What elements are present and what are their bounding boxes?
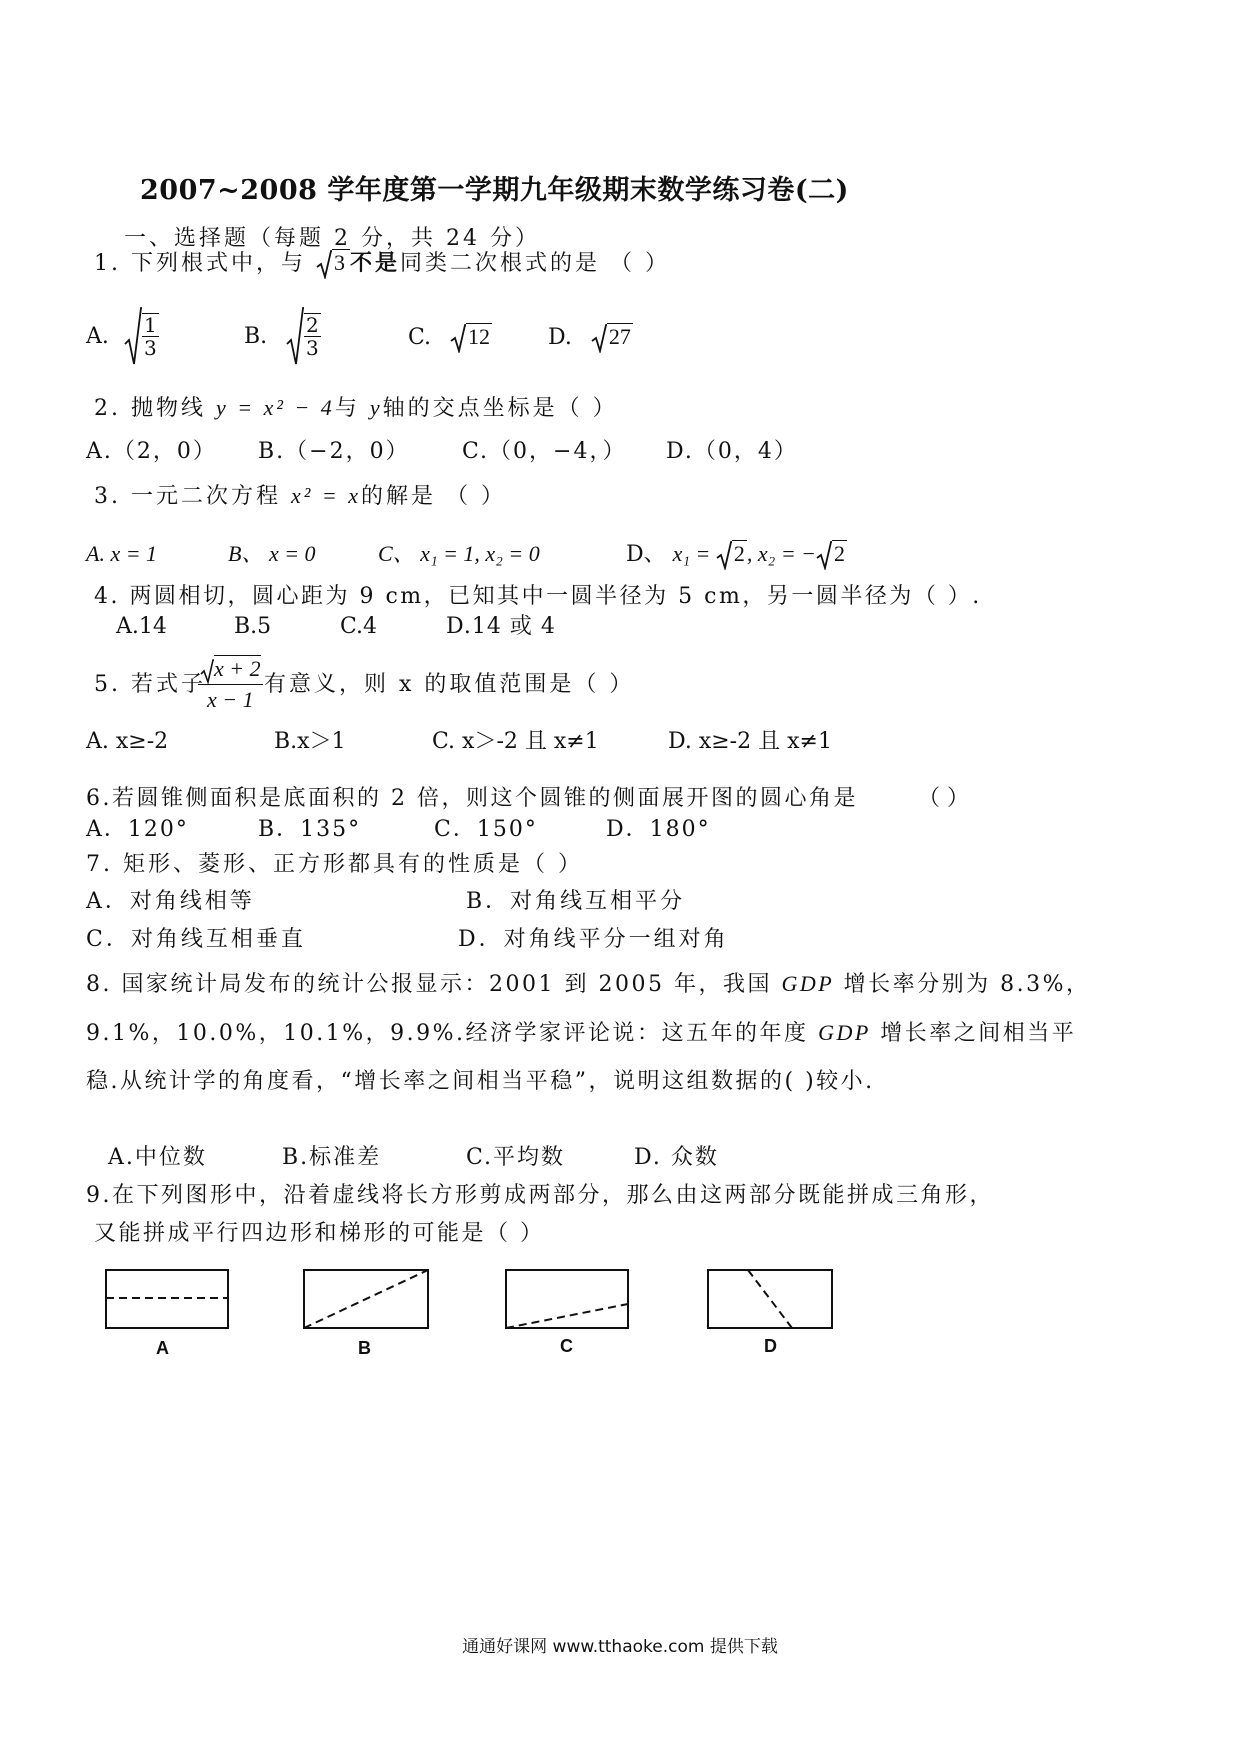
- sqrt-symbol: [316, 249, 332, 279]
- q5-option-a: A. x≥-2: [86, 729, 169, 754]
- figure-a: [104, 1268, 232, 1332]
- q2-option-a: A.（2，0）: [86, 439, 217, 464]
- q6-paren: （ ）: [918, 786, 969, 811]
- question-2-stem: [94, 393, 618, 424]
- q7-option-a: A．对角线相等: [86, 889, 255, 914]
- question-7-stem: 7. 矩形、菱形、正方形都具有的性质是（ ）: [86, 852, 583, 877]
- q1-radicand: 3: [333, 250, 348, 275]
- q3-option-d: [626, 539, 847, 570]
- sqrt-symbol: [450, 323, 466, 353]
- q1-c-radicand: 12: [468, 324, 491, 349]
- q1-b-label: B.: [244, 324, 268, 349]
- q8-option-d: D. 众数: [634, 1145, 719, 1170]
- footer-credit: 通通好课网 www.tthaoke.com 提供下载: [462, 1637, 778, 1657]
- q2-stem-c: 轴的交点坐标是（ ）: [382, 396, 618, 421]
- sqrt-symbol: [200, 658, 214, 684]
- q3-option-c: C、 x₁ = 1, x₂ = 0: [378, 541, 540, 566]
- q1-stem-b: 同类二次根式的是 （ ）: [400, 251, 670, 276]
- q3-stem-b: 的解是 （ ）: [360, 484, 506, 509]
- q1-option-b-math: [286, 306, 321, 366]
- q2-option-d: D.（0，4）: [666, 439, 798, 464]
- question-6-stem: 6.若圆锥侧面积是底面积的 2 倍，则这个圆锥的侧面展开图的圆心角是: [86, 786, 858, 811]
- q1-a-label: A.: [86, 324, 109, 349]
- q1-a-den: 3: [144, 336, 157, 360]
- q6-option-b: B．135°: [258, 817, 362, 842]
- q1-d-label: D.: [548, 325, 572, 350]
- figure-b-label: B: [358, 1338, 371, 1358]
- q1-option-a-math: [124, 306, 159, 366]
- q8-option-c: C.平均数: [466, 1145, 566, 1170]
- sqrt-symbol: [591, 323, 607, 353]
- q3-stem-a: 3. 一元二次方程: [94, 484, 281, 509]
- q3-option-b: B、 x = 0: [228, 541, 316, 566]
- q5-option-d: D. x≥-2 且 x≠1: [668, 729, 832, 754]
- q6-option-a: A．120°: [86, 817, 189, 842]
- figure-d: [706, 1268, 836, 1332]
- q1-option-a: [86, 322, 109, 352]
- figure-c: [504, 1268, 632, 1332]
- q3-expr: x² = x: [290, 483, 361, 508]
- q1-b-fraction: [304, 313, 321, 359]
- q1-a-num: 1: [144, 313, 157, 337]
- q8-text-1: 8. 国家统计局发布的统计公报显示：2001 到 2005 年，我国: [86, 972, 772, 997]
- q1-c-label: C.: [408, 325, 432, 350]
- question-3-stem: [94, 481, 506, 512]
- q1-b-den: 3: [306, 336, 319, 360]
- q2-yvar: y: [369, 395, 383, 420]
- q4-option-c: C.4: [340, 614, 378, 639]
- question-1-stem: [94, 248, 670, 279]
- q8-option-a: A.中位数: [108, 1145, 207, 1170]
- q8-gdp-2: GDP: [818, 1020, 871, 1045]
- sqrt-symbol: [716, 540, 732, 570]
- q3-d-label: D、: [626, 542, 666, 567]
- q5-option-b: B.x＞1: [274, 729, 346, 754]
- question-8-stem: [86, 960, 1106, 1106]
- q4-option-a: A.14: [116, 614, 167, 639]
- q1-option-d: [548, 322, 633, 353]
- q5-frac: [198, 654, 263, 715]
- q5-fraction: [198, 654, 263, 715]
- q8-text-3: 增长率之间相当平稳.从统计学的角度看，“增长率之间相当平稳”，说明这组数据的( )较小.: [86, 1021, 1077, 1094]
- sqrt-symbol: [816, 540, 832, 570]
- q3-d-radicand: 2: [733, 541, 745, 566]
- q7-option-b: B．对角线互相平分: [466, 889, 686, 914]
- q2-option-c: C.（0，−4，）: [462, 439, 627, 464]
- question-5-stem: [94, 670, 206, 700]
- q6-option-d: D．180°: [606, 817, 711, 842]
- figure-d-label: D: [764, 1336, 777, 1356]
- question-9-stem-1: 9.在下列图形中，沿着虚线将长方形剪成两部分，那么由这两部分既能拼成三角形，: [86, 1183, 994, 1208]
- q1-option-c: [408, 322, 492, 353]
- q1-stem-a: 1. 下列根式中，与: [94, 251, 306, 276]
- q1-option-b: [244, 322, 267, 352]
- sqrt-symbol: [286, 306, 304, 366]
- q5-numerator: [198, 654, 263, 685]
- q2-stem-b: 与: [334, 396, 360, 421]
- q2-option-b: B.（−2，0）: [258, 439, 410, 464]
- page-title: 2007~2008 学年度第一学期九年级期末数学练习卷(二): [140, 175, 849, 206]
- question-9-stem-2: 又能拼成平行四边形和梯形的可能是（ ）: [94, 1221, 545, 1246]
- q2-stem-a: 2. 抛物线: [94, 396, 206, 421]
- figure-a-label: A: [156, 1338, 169, 1358]
- q5-stem-a: 5. 若式子: [94, 672, 206, 697]
- figure-b: [302, 1268, 432, 1332]
- q8-text-2: 增长率分别为 8.3%，9.1%，10.0%，10.1%，9.9%.经济学家评论说：这五年的年度: [86, 972, 1091, 1046]
- q1-not: 不是: [349, 250, 400, 276]
- q1-a-fraction: [142, 313, 159, 359]
- q8-option-b: B.标准差: [282, 1145, 382, 1170]
- q5-option-c: C. x＞-2 且 x≠1: [432, 729, 599, 754]
- q2-expr: y = x² − 4: [215, 395, 335, 420]
- q3-d-expr-b: , x₂ = −: [746, 541, 817, 566]
- q4-option-d: D.14 或 4: [446, 614, 556, 639]
- q5-stem-b: 有意义，则 x 的取值范围是（ ）: [264, 672, 635, 697]
- q1-d-radicand: 27: [608, 324, 631, 349]
- q3-d-expr-a: x₁ =: [672, 541, 716, 566]
- q3-d-radicand-2: 2: [834, 541, 846, 566]
- q5-den: x − 1: [207, 687, 254, 712]
- q7-option-d: D．对角线平分一组对角: [458, 927, 729, 952]
- sqrt-symbol: [124, 306, 142, 366]
- q8-gdp: GDP: [781, 971, 835, 996]
- q3-option-a: A. x = 1: [86, 541, 158, 566]
- q5-num: x + 2: [214, 656, 261, 681]
- question-4-stem: 4. 两圆相切，圆心距为 9 cm，已知其中一圆半径为 5 cm，另一圆半径为（ ）.: [94, 584, 982, 609]
- q1-b-num: 2: [306, 313, 319, 337]
- q6-option-c: C．150°: [434, 817, 538, 842]
- figure-c-label: C: [560, 1336, 573, 1356]
- section-heading: 一、选择题（每题 2 分，共 24 分）: [124, 226, 540, 251]
- q4-option-b: B.5: [234, 614, 272, 639]
- q7-option-c: C．对角线互相垂直: [86, 927, 306, 952]
